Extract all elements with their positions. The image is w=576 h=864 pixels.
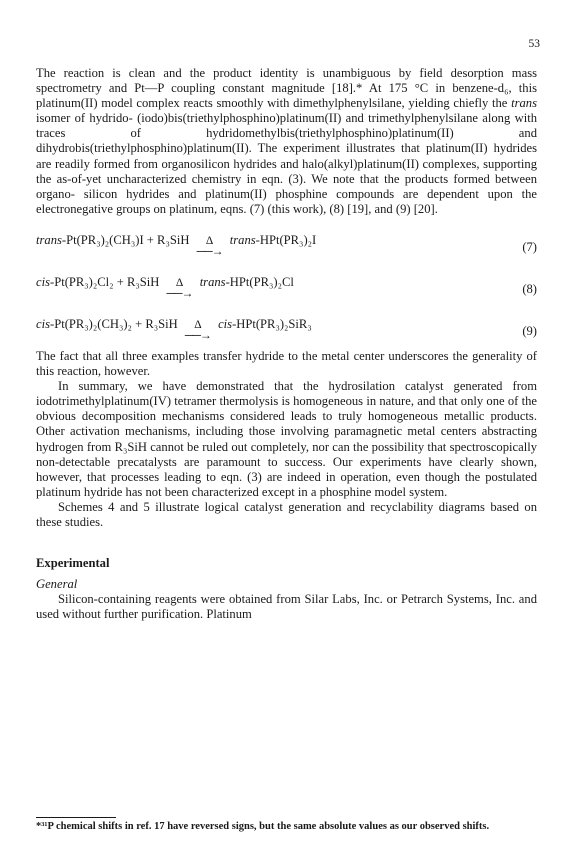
paragraph-5: Silicon-containing reagents were obtained from Silar Labs, Inc. or Petrarch Systems, Inc. and used without further purification. Platinum — [36, 592, 537, 622]
paragraph-2: The fact that all three examples transfer hydride to the metal center underscores the generality of this reaction, however. — [36, 348, 537, 379]
paragraph-3: In summary, we have demonstrated that the hydrosilation catalyst generated from iodotrimethylplatinum(IV) tetramer thermolysis is homogeneous in nature, and that only one of the obvious decomposition mechanisms considered leads to truly homogeneous metallic products. Other activation mechanisms, including those involving paramagnetic metal centers abstracting hydrogen from R₃SiH cannot be ruled out completely, nor can the possibility that spectroscopically non-detectable precatalysts are paramount to success. Our experiments have clearly shown, however, that processes leading to eqn. (3) are indeed in operation, even though the postulated platinum hydride has not been characterized except in a phosphine model system. — [36, 379, 537, 499]
equation-number: (8) — [522, 281, 537, 296]
page-number: 53 — [528, 38, 540, 50]
heat-arrow-icon: Δ ──→ — [196, 234, 223, 258]
heat-arrow-icon: Δ ──→ — [184, 318, 211, 342]
subsection-heading: General — [36, 577, 78, 592]
footnote-divider — [36, 817, 116, 818]
equation-8: cis-Pt(PR₃)₂Cl₂ + R₃SiH Δ ──→ trans-HPt(PR₃)₂Cl (8) — [36, 274, 537, 300]
paragraph-4: Schemes 4 and 5 illustrate logical catalyst generation and recyclability diagrams based on these studies. — [36, 499, 537, 529]
main-text — [36, 66, 537, 622]
footnote: *³¹P chemical shifts in ref. 17 have reversed signs, but the same absolute values as our observed shifts. — [36, 821, 490, 832]
equation-9: cis-Pt(PR₃)₂(CH₃)₂ + R₃SiH Δ ──→ cis-HPt(PR₃)₂SiR₃ (9) — [36, 316, 537, 342]
section-heading: Experimental — [36, 556, 110, 571]
paragraph-1: The reaction is clean and the product identity is unambiguous by field desorption mass spectrometry and Pt—P coupling constant magnitude [18].* At 175 °C in benzene-d₆, this platinum(II) model complex reacts smoothly with dimethylphenylsilane, yielding chiefly the trans isomer of hydrido- (iodo)bis(triethylphosphino)platinum(II) and trimethylphenylsilane along with traces of hydridomethylbis(triethylphosphino)platinum(II) and dihydrobis(triethylphosphino)platinum(II). The experiment illustrates that platinum(II) hydrides are readily formed from organosilicon hydrides and halo(alkyl)platinum(II) complexes, supporting the as-of-yet uncharacterized chemistry in eqn. (3). We note that the products formed between organo- silicon hydrides and platinum(II) phosphine compounds are dependent upon the electronegative groups on platinum, eqns. (7) (this work), (8) [19], and (9) [20]. — [36, 66, 537, 216]
equation-number: (9) — [522, 323, 537, 338]
equation-7: trans-Pt(PR₃)₂(CH₃)I + R₃SiH Δ ──→ trans-HPt(PR₃)₂I (7) — [36, 232, 537, 258]
heat-arrow-icon: Δ ──→ — [166, 276, 193, 300]
equation-number: (7) — [522, 239, 537, 254]
